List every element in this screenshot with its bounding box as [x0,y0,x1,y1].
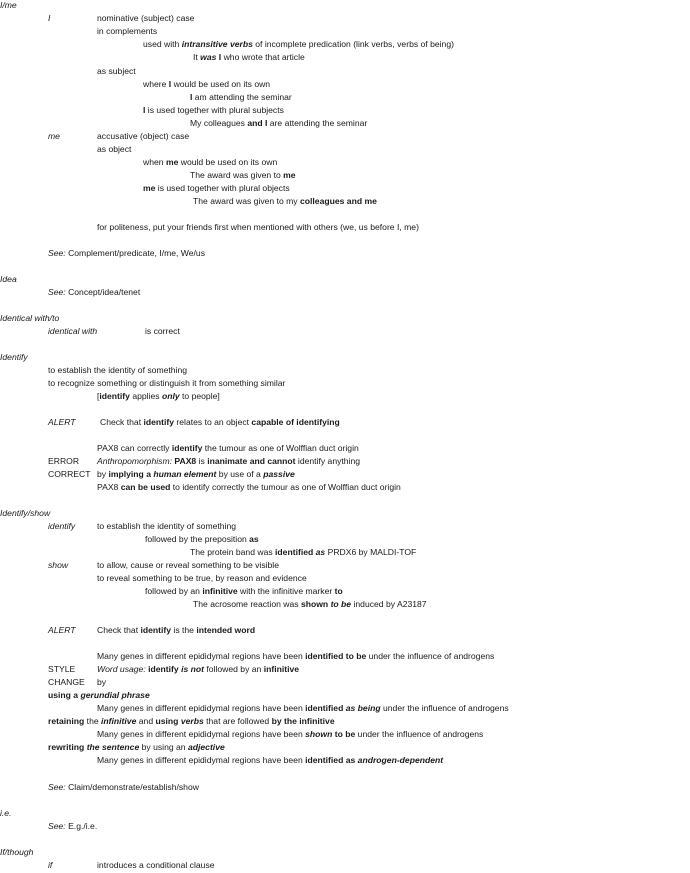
text-line: The award was given to my colleagues and me [193,196,377,206]
text-line: See: Complement/predicate, I/me, We/us [48,248,205,258]
text-line: CHANGE [48,677,85,687]
text-line: me is used together with plural objects [143,183,290,193]
text-line: as subject [97,66,136,76]
text-line: The acrosome reaction was shown to be induced by A23187 [193,599,427,609]
text-line: where I would be used on its own [143,79,271,89]
text-line: PAX8 can correctly identify the tumour as one of Wolffian duct origin [97,443,359,453]
text-line: to reveal something to be true, by reason and evidence [97,573,307,583]
text-line: identical with [48,326,98,336]
text-line: Many genes in different epididymal regions have been identified as androgen-dependent [97,755,444,765]
text-line: Identify/show [0,508,51,518]
text-line: The protein band was identified as PRDX6 by MALDI-TOF [190,547,417,557]
text-line: Word usage: identify is not followed by an infinitive [97,664,300,674]
text-line: ALERT [48,625,76,635]
text-line: when me would be used on its own [143,157,278,167]
text-line: as object [97,144,132,154]
text-line: accusative (object) case [97,131,190,141]
text-line: [identify applies only to people] [97,391,220,401]
text-line: See: E.g./i.e. [48,821,98,831]
text-line: If/though [0,847,34,857]
text-line: by [97,677,107,687]
text-line: CORRECT [48,469,91,479]
text-line: Many genes in different epididymal regions have been identified to be under the influence of androgens [97,651,495,661]
text-line: Idea [0,274,17,284]
text-line: if [48,860,53,870]
text-line: Check that identify is the intended word [97,625,256,635]
text-line: I am attending the seminar [190,92,292,102]
text-line: by implying a human element by use of a passive [97,469,295,479]
text-line: used with intransitive verbs of incomplete predication (link verbs, verbs of being) [143,39,454,49]
text-line: Anthropomorphism: PAX8 is inanimate and cannot identify anything [97,456,361,466]
text-line: ERROR [48,456,80,466]
text-line: to establish the identity of something [97,521,237,531]
text-line: See: Concept/idea/tenet [48,287,141,297]
text-line: identify [48,521,76,531]
text-line: in complements [97,26,158,36]
text-line: STYLE [48,664,76,674]
text-line: using a gerundial phrase [48,690,150,700]
text-line: to recognize something or distinguish it from something similar [48,378,286,388]
text-line: I is used together with plural subjects [143,105,284,115]
text-line: rewriting the sentence by using an adjective [48,742,225,752]
text-line: me [48,131,60,141]
text-line: Check that identify relates to an object capable of identifying [100,417,340,427]
text-line: Many genes in different epididymal regions have been shown to be under the influence of androgens [97,729,484,739]
text-line: introduces a conditional clause [97,860,215,870]
text-line: ALERT [48,417,76,427]
text-line: to establish the identity of something [48,365,188,375]
text-line: It was I who wrote that article [193,52,305,62]
text-line: My colleagues and I are attending the seminar [190,118,368,128]
text-line: See: Claim/demonstrate/establish/show [48,782,199,792]
text-line: followed by the preposition as [145,534,259,544]
text-line: The award was given to me [190,170,296,180]
text-line: show [48,560,69,570]
text-line: retaining the infinitive and using verbs that are followed by the infinitive [48,716,335,726]
text-line: I/me [0,0,17,10]
text-line: for politeness, put your friends first when mentioned with others (we, us before I, me) [97,222,419,232]
text-line: nominative (subject) case [97,13,195,23]
text-line: to allow, cause or reveal something to be visible [97,560,279,570]
text-line: Identical with/to [0,313,60,323]
text-line: followed by an infinitive with the infinitive marker to [145,586,343,596]
text-line: Many genes in different epididymal regions have been identified as being under the influence of androgens [97,703,509,713]
text-line: I [48,13,51,23]
text-line: is correct [145,326,180,336]
text-line: PAX8 can be used to identify correctly the tumour as one of Wolffian duct origin [97,482,401,492]
text-line: i.e. [0,808,12,818]
text-line: Identify [0,352,28,362]
